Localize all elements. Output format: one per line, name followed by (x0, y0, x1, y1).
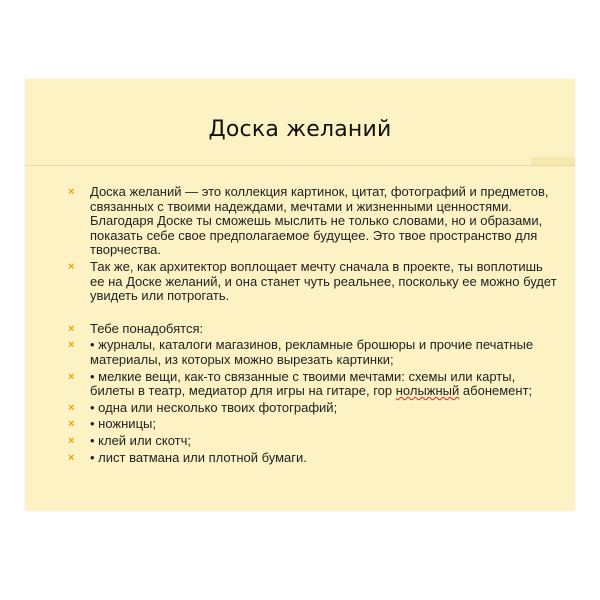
bullet-text: • мелкие вещи, как-то связанные с твоими мечтами: схемы или карты, билеты в театр, медиатор для игры на гитаре, гор (90, 368, 516, 399)
bullet-marker-icon: × (68, 260, 75, 273)
bullet-item (68, 434, 560, 449)
bullet-item (68, 338, 560, 367)
bullet-item (68, 185, 560, 258)
bullet-item (68, 417, 560, 432)
bullet-marker-icon: × (68, 434, 75, 447)
bullet-text: • клей или скотч; (90, 432, 192, 448)
bullet-marker-icon: × (68, 451, 75, 464)
bullet-item (68, 260, 560, 304)
bullet-marker-icon: × (68, 339, 75, 352)
slide-title: Доска желаний (208, 117, 392, 142)
bullet-marker-icon: × (68, 186, 75, 198)
title-divider (25, 165, 575, 166)
bullet-item (68, 451, 560, 466)
bullet-text: • журналы, каталоги магазинов, рекламные брошюры и прочие печатные материалы, из которых можно вырезать картинки; (90, 337, 534, 367)
bullet-marker-icon: × (68, 418, 75, 431)
bullet-text: Доска желаний — это коллекция картинок, цитат, фотографий и предметов, связанных с твоими надеждами, мечтами и жизненными ценностями. Благодаря Доске ты сможешь мыслить не только словами, но и образами, показать себе свое предполагаемое будущее. Это твое пространство для творчества. (90, 184, 549, 258)
bullet-marker-icon: × (68, 401, 75, 414)
bullet-text: Тебе понадобятся: (90, 320, 204, 336)
bullet-text-tail: абонемент; (459, 383, 533, 399)
slide (25, 79, 575, 511)
bullet-text: • лист ватмана или плотной бумаги. (90, 449, 307, 465)
bullet-item (68, 370, 560, 399)
bullet-marker-icon: × (68, 370, 75, 383)
bullet-text: • одна или несколько твоих фотографий; (90, 399, 338, 415)
misspelled-word: нолыжный (395, 383, 460, 399)
bullet-text: • ножницы; (90, 416, 156, 432)
bullet-marker-icon: × (68, 322, 75, 335)
bullet-item (68, 322, 560, 337)
bullet-text: Так же, как архитектор воплощает мечту сначала в проекте, ты воплотишь ее на Доске желаний, и она станет чуть реальнее, поскольку ее можно будет увидеть или потрогать. (90, 258, 557, 304)
bullet-item (68, 401, 560, 416)
bullet-list (68, 185, 560, 467)
divider-accent (531, 157, 575, 165)
